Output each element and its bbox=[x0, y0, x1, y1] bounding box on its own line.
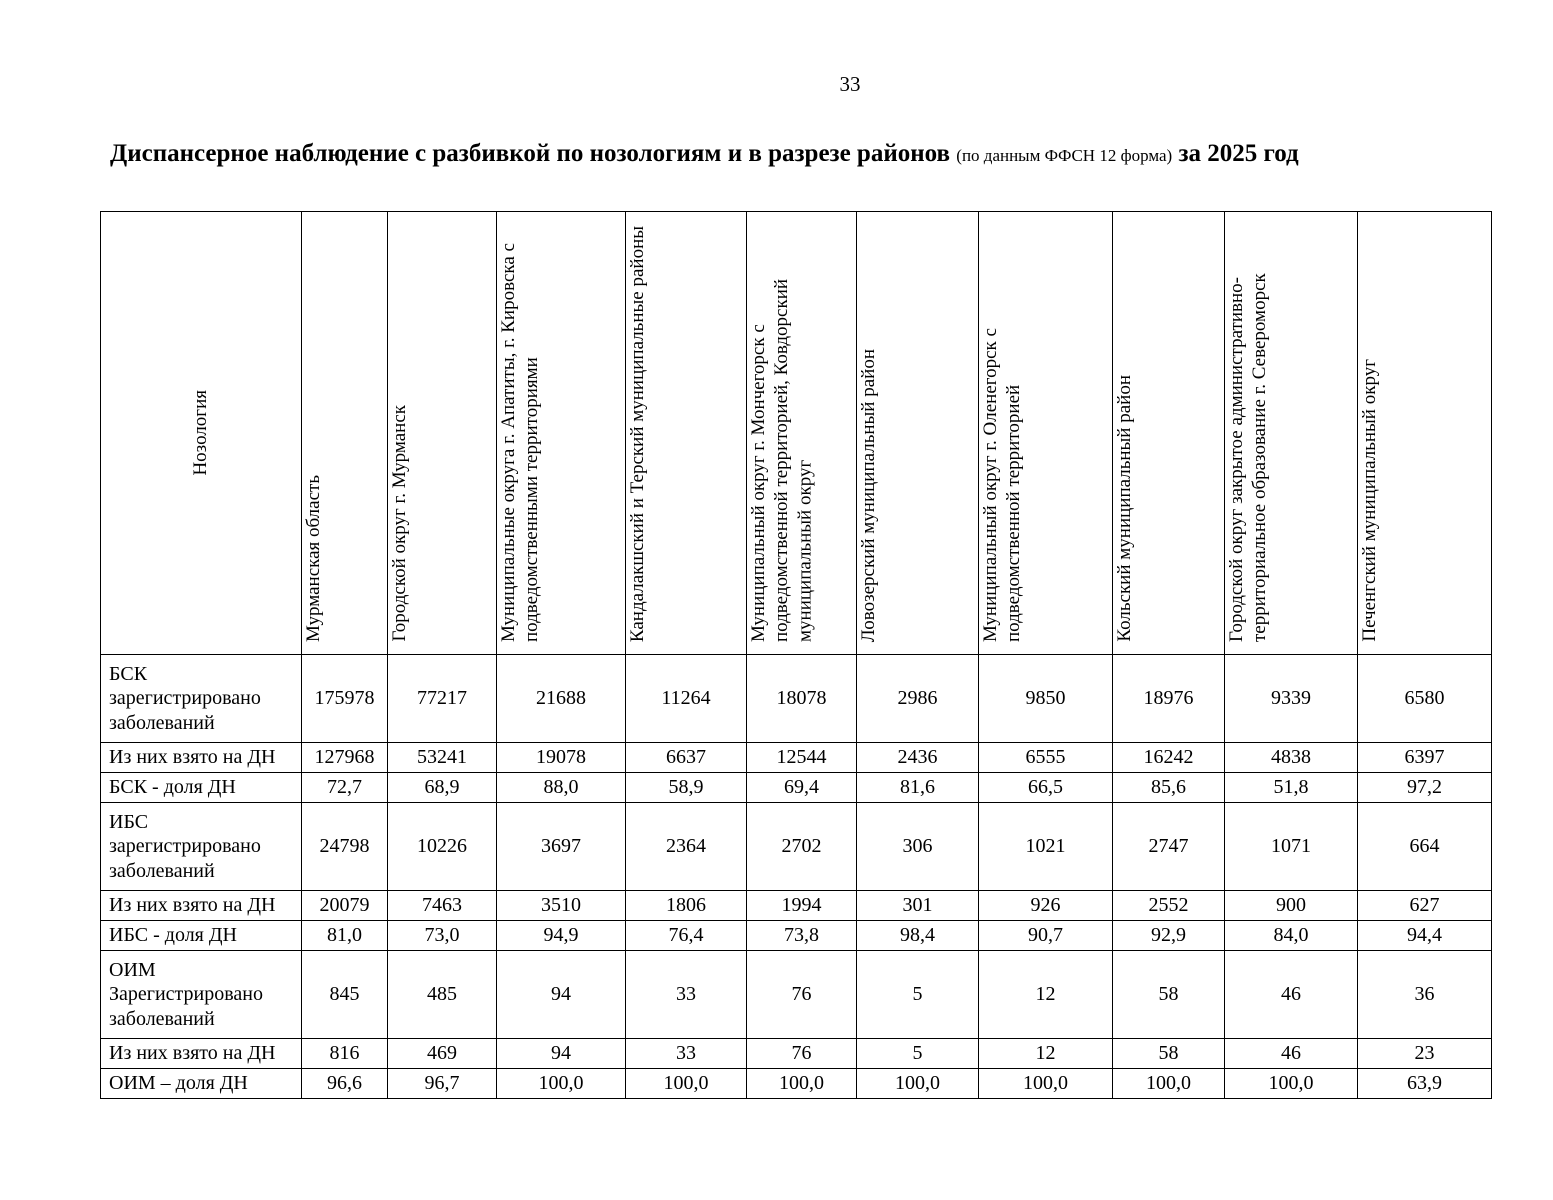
header-region bbox=[626, 212, 747, 655]
table-cell: 664 bbox=[1358, 803, 1492, 891]
table-cell: 53241 bbox=[388, 743, 497, 773]
table-cell: 73,8 bbox=[747, 921, 857, 951]
table-cell: 33 bbox=[626, 1039, 747, 1069]
table-cell: 127968 bbox=[302, 743, 388, 773]
dispensary-table bbox=[100, 211, 1492, 1099]
table-cell: 84,0 bbox=[1225, 921, 1358, 951]
table-cell: 100,0 bbox=[979, 1069, 1113, 1099]
table-cell: 845 bbox=[302, 951, 388, 1039]
header-region bbox=[857, 212, 979, 655]
row-label: Из них взято на ДН bbox=[101, 743, 302, 773]
table-cell: 73,0 bbox=[388, 921, 497, 951]
row-label: БСК - доля ДН bbox=[101, 773, 302, 803]
row-label: ИБС - доля ДН bbox=[101, 921, 302, 951]
table-cell: 16242 bbox=[1113, 743, 1225, 773]
header-label: Городской округ закрытое административно-территориальное образование г. Североморск bbox=[1226, 273, 1271, 642]
row-label: Из них взято на ДН bbox=[101, 891, 302, 921]
table-cell: 77217 bbox=[388, 655, 497, 743]
table-cell: 96,6 bbox=[302, 1069, 388, 1099]
table-cell: 9850 bbox=[979, 655, 1113, 743]
table-cell: 816 bbox=[302, 1039, 388, 1069]
table-row bbox=[101, 1039, 1492, 1069]
table-cell: 58,9 bbox=[626, 773, 747, 803]
header-label: Мурманская область bbox=[303, 475, 324, 642]
header-label: Муниципальные округа г. Апатиты, г. Кировска с подведомственными территориями bbox=[498, 243, 543, 642]
header-label: Кольский муниципальный район bbox=[1114, 375, 1135, 642]
table-cell: 51,8 bbox=[1225, 773, 1358, 803]
table-cell: 175978 bbox=[302, 655, 388, 743]
header-label: Муниципальный округ г. Оленегорск с подведомственной территорией bbox=[980, 328, 1025, 642]
table-cell: 21688 bbox=[497, 655, 626, 743]
table-cell: 36 bbox=[1358, 951, 1492, 1039]
table-cell: 94,4 bbox=[1358, 921, 1492, 951]
table-cell: 485 bbox=[388, 951, 497, 1039]
table-cell: 92,9 bbox=[1113, 921, 1225, 951]
table-cell: 100,0 bbox=[626, 1069, 747, 1099]
table-cell: 100,0 bbox=[747, 1069, 857, 1099]
header-label: Муниципальный округ г. Мончегорск с подведомственной территорией, Ковдорский муниципальный округ bbox=[748, 278, 816, 642]
table-cell: 5 bbox=[857, 1039, 979, 1069]
table-cell: 90,7 bbox=[979, 921, 1113, 951]
table-cell: 10226 bbox=[388, 803, 497, 891]
table-cell: 6580 bbox=[1358, 655, 1492, 743]
header-label: Печенгский муниципальный округ bbox=[1359, 359, 1380, 642]
table-cell: 98,4 bbox=[857, 921, 979, 951]
title-tail: за 2025 год bbox=[1178, 140, 1299, 167]
table-cell: 100,0 bbox=[497, 1069, 626, 1099]
title-main: Диспансерное наблюдение с разбивкой по нозологиям и в разрезе районов bbox=[110, 140, 951, 167]
table-cell: 11264 bbox=[626, 655, 747, 743]
table-cell: 3697 bbox=[497, 803, 626, 891]
table-body bbox=[101, 655, 1492, 1099]
header-label: Нозология bbox=[190, 390, 212, 476]
table-row bbox=[101, 891, 1492, 921]
table-cell: 100,0 bbox=[857, 1069, 979, 1099]
table-cell: 85,6 bbox=[1113, 773, 1225, 803]
table-cell: 68,9 bbox=[388, 773, 497, 803]
table-cell: 94,9 bbox=[497, 921, 626, 951]
table-row bbox=[101, 1069, 1492, 1099]
document-title bbox=[110, 140, 1299, 168]
table-cell: 58 bbox=[1113, 1039, 1225, 1069]
title-note: (по данным ФФСН 12 форма) bbox=[956, 146, 1173, 165]
row-label: ОИМ – доля ДН bbox=[101, 1069, 302, 1099]
header-region bbox=[388, 212, 497, 655]
table-cell: 1806 bbox=[626, 891, 747, 921]
table-cell: 3510 bbox=[497, 891, 626, 921]
table-cell: 12544 bbox=[747, 743, 857, 773]
table-cell: 12 bbox=[979, 1039, 1113, 1069]
table-cell: 76 bbox=[747, 1039, 857, 1069]
table-cell: 4838 bbox=[1225, 743, 1358, 773]
table-cell: 19078 bbox=[497, 743, 626, 773]
table-cell: 301 bbox=[857, 891, 979, 921]
table-row bbox=[101, 773, 1492, 803]
table-cell: 58 bbox=[1113, 951, 1225, 1039]
table-cell: 33 bbox=[626, 951, 747, 1039]
table-cell: 6397 bbox=[1358, 743, 1492, 773]
header-region bbox=[302, 212, 388, 655]
table-cell: 2747 bbox=[1113, 803, 1225, 891]
header-region bbox=[979, 212, 1113, 655]
table-cell: 76 bbox=[747, 951, 857, 1039]
table-cell: 9339 bbox=[1225, 655, 1358, 743]
table-cell: 46 bbox=[1225, 1039, 1358, 1069]
table-cell: 469 bbox=[388, 1039, 497, 1069]
table-cell: 1021 bbox=[979, 803, 1113, 891]
table-cell: 627 bbox=[1358, 891, 1492, 921]
table-cell: 81,0 bbox=[302, 921, 388, 951]
table-cell: 6637 bbox=[626, 743, 747, 773]
table-cell: 97,2 bbox=[1358, 773, 1492, 803]
table-cell: 12 bbox=[979, 951, 1113, 1039]
table-cell: 94 bbox=[497, 1039, 626, 1069]
table-cell: 2986 bbox=[857, 655, 979, 743]
table-cell: 926 bbox=[979, 891, 1113, 921]
table-row bbox=[101, 803, 1492, 891]
table-cell: 76,4 bbox=[626, 921, 747, 951]
table-cell: 18976 bbox=[1113, 655, 1225, 743]
table-cell: 7463 bbox=[388, 891, 497, 921]
table-cell: 66,5 bbox=[979, 773, 1113, 803]
header-region bbox=[1358, 212, 1492, 655]
header-row bbox=[101, 212, 1492, 655]
table-cell: 2364 bbox=[626, 803, 747, 891]
table-cell: 306 bbox=[857, 803, 979, 891]
row-label: БСК зарегистрировано заболеваний bbox=[101, 655, 302, 743]
page-number: 33 bbox=[839, 72, 861, 96]
table-cell: 96,7 bbox=[388, 1069, 497, 1099]
table-cell: 1994 bbox=[747, 891, 857, 921]
table-cell: 2552 bbox=[1113, 891, 1225, 921]
table-cell: 72,7 bbox=[302, 773, 388, 803]
table-cell: 63,9 bbox=[1358, 1069, 1492, 1099]
header-region bbox=[497, 212, 626, 655]
row-label: ИБС зарегистрировано заболеваний bbox=[101, 803, 302, 891]
table-cell: 24798 bbox=[302, 803, 388, 891]
header-nosology bbox=[101, 212, 302, 655]
row-label: ОИМ Зарегистрировано заболеваний bbox=[101, 951, 302, 1039]
header-label: Ловозерский муниципальный район bbox=[858, 348, 879, 642]
table-cell: 900 bbox=[1225, 891, 1358, 921]
table-cell: 18078 bbox=[747, 655, 857, 743]
table-cell: 81,6 bbox=[857, 773, 979, 803]
table-cell: 2702 bbox=[747, 803, 857, 891]
table-row bbox=[101, 743, 1492, 773]
header-label: Кандалакшский и Терский муниципальные районы bbox=[627, 225, 648, 642]
table-cell: 100,0 bbox=[1113, 1069, 1225, 1099]
table-cell: 46 bbox=[1225, 951, 1358, 1039]
table-cell: 1071 bbox=[1225, 803, 1358, 891]
table-cell: 2436 bbox=[857, 743, 979, 773]
table-cell: 6555 bbox=[979, 743, 1113, 773]
table-row bbox=[101, 655, 1492, 743]
table-row bbox=[101, 921, 1492, 951]
header-region bbox=[747, 212, 857, 655]
table-cell: 20079 bbox=[302, 891, 388, 921]
table-cell: 88,0 bbox=[497, 773, 626, 803]
table-cell: 94 bbox=[497, 951, 626, 1039]
table-row bbox=[101, 951, 1492, 1039]
table-cell: 100,0 bbox=[1225, 1069, 1358, 1099]
row-label: Из них взято на ДН bbox=[101, 1039, 302, 1069]
table-cell: 69,4 bbox=[747, 773, 857, 803]
header-label: Городской округ г. Мурманск bbox=[389, 405, 410, 642]
table-cell: 23 bbox=[1358, 1039, 1492, 1069]
header-region bbox=[1225, 212, 1358, 655]
header-region bbox=[1113, 212, 1225, 655]
table-cell: 5 bbox=[857, 951, 979, 1039]
